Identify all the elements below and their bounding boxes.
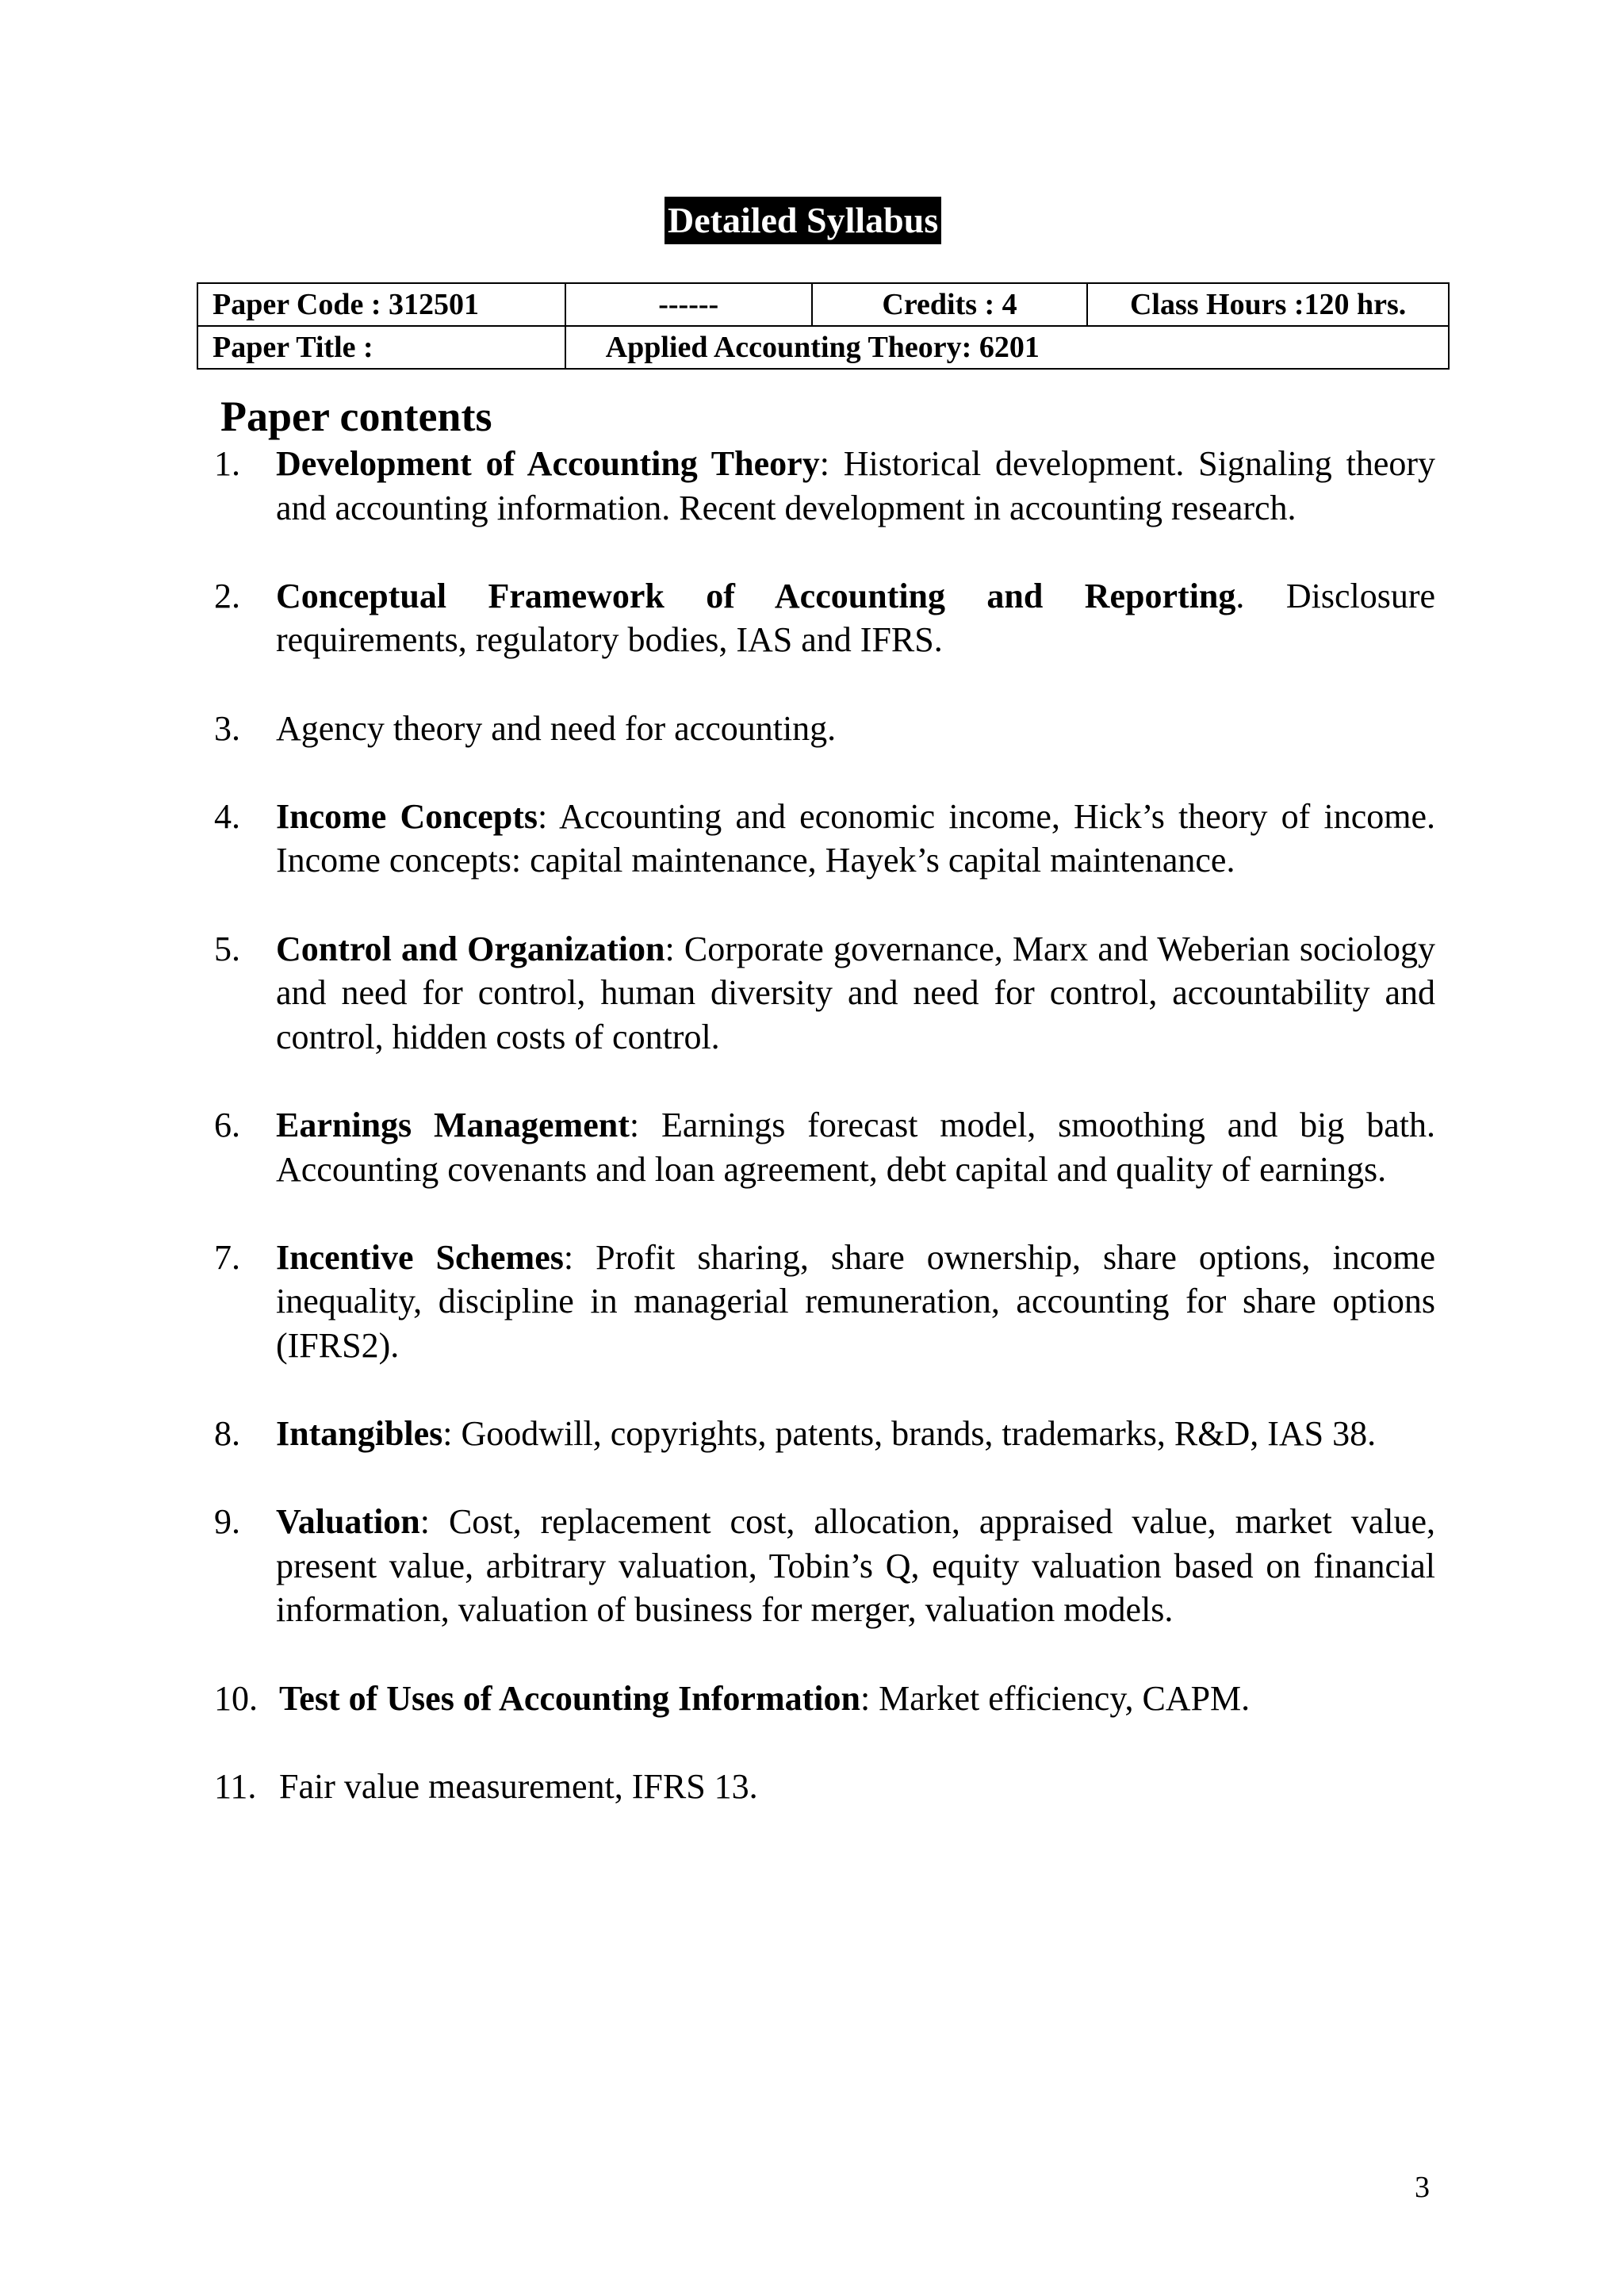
- page-number: 3: [1415, 2171, 1430, 2204]
- contents-heading: Paper contents: [220, 393, 492, 440]
- syllabus-item: [214, 1677, 1435, 1721]
- item-text: : Cost, replacement cost, allocation, appraised value, market value, present value, arbitrary valuation, Tobin’s Q, equity valuation based on financial information, valuation of business for merger, valuation models.: [276, 1502, 1435, 1630]
- item-number: 6.: [214, 1105, 240, 1144]
- item-title: Control and Organization: [276, 929, 665, 968]
- item-text: Fair value measurement, IFRS 13.: [279, 1766, 758, 1806]
- item-number: 2.: [214, 576, 240, 615]
- item-text: : Corporate governance, Marx and Weberian sociology and need for control, human diversity and need for control, accountability and control, hidden costs of control.: [276, 929, 1436, 1056]
- item-title: Intangibles: [276, 1414, 443, 1454]
- credits-cell: Credits : 4: [812, 283, 1087, 326]
- item-title: Conceptual Framework of Accounting and Reporting: [276, 576, 1236, 615]
- item-title: Incentive Schemes: [276, 1237, 564, 1277]
- item-number: 8.: [214, 1414, 240, 1454]
- dashes-cell: ------: [565, 283, 812, 326]
- syllabus-item: [214, 1103, 1435, 1191]
- class-hours-cell: Class Hours :120 hrs.: [1087, 283, 1449, 326]
- syllabus-item: [214, 795, 1435, 883]
- paper-title-value-cell: Applied Accounting Theory: 6201: [565, 326, 1449, 369]
- paper-code-cell: Paper Code : 312501: [197, 283, 565, 326]
- item-text: : Accounting and economic income, Hick’s theory of income. Income concepts: capital maintenance, Hayek’s capital maintenance.: [276, 796, 1435, 880]
- item-number: 1.: [214, 444, 240, 483]
- syllabus-item: [214, 1500, 1435, 1632]
- syllabus-item: [214, 927, 1435, 1060]
- syllabus-list: [214, 442, 1435, 1853]
- item-text: : Profit sharing, share ownership, share options, income inequality, discipline in managerial remuneration, accounting for share options (IFRS2).: [276, 1237, 1435, 1365]
- item-number: 5.: [214, 929, 240, 968]
- item-text: . Disclosure requirements, regulatory bodies, IAS and IFRS.: [276, 576, 1435, 660]
- paper-info-row: [197, 283, 1449, 326]
- syllabus-item: [214, 707, 1435, 751]
- item-number: 4.: [214, 796, 240, 836]
- syllabus-item: [214, 1765, 1435, 1809]
- item-text: : Historical development. Signaling theory and accounting information. Recent development in accounting research.: [276, 444, 1436, 527]
- syllabus-item: [214, 574, 1435, 662]
- page-title: Detailed Syllabus: [665, 197, 941, 244]
- item-title: Development of Accounting Theory: [276, 444, 820, 483]
- syllabus-item: [214, 1236, 1435, 1368]
- item-text: : Goodwill, copyrights, patents, brands, trademarks, R&D, IAS 38.: [442, 1414, 1377, 1454]
- item-number: 7.: [214, 1237, 240, 1277]
- item-number: 3.: [214, 708, 240, 748]
- item-title: Test of Uses of Accounting Information: [279, 1678, 860, 1718]
- paper-title-label-cell: Paper Title :: [197, 326, 565, 369]
- item-text: : Earnings forecast model, smoothing and big bath. Accounting covenants and loan agreement, debt capital and quality of earnings.: [276, 1105, 1436, 1189]
- paper-title-row: [197, 326, 1449, 369]
- item-number: 10.: [214, 1678, 258, 1718]
- syllabus-item: [214, 442, 1435, 530]
- syllabus-item: [214, 1412, 1435, 1456]
- item-title: Valuation: [276, 1502, 420, 1542]
- paper-info-table: [197, 282, 1450, 370]
- item-text: Agency theory and need for accounting.: [276, 708, 837, 748]
- item-title: Income Concepts: [276, 796, 538, 836]
- item-number: 9.: [214, 1502, 240, 1542]
- item-text: : Market efficiency, CAPM.: [860, 1678, 1251, 1718]
- item-title: Earnings Management: [276, 1105, 630, 1144]
- item-number: 11.: [214, 1766, 257, 1806]
